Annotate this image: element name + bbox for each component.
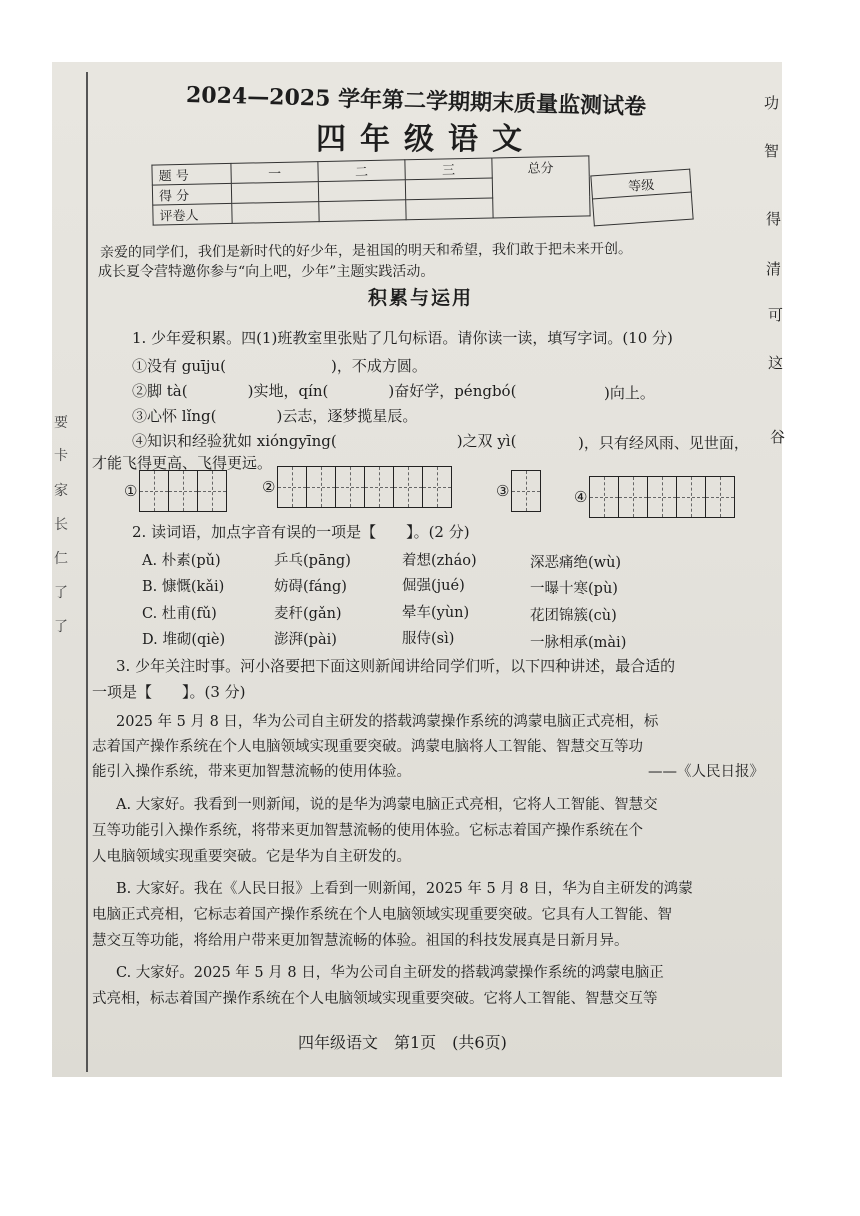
score-cell[interactable] xyxy=(319,200,406,222)
q2-word: 服侍(sì) xyxy=(402,631,455,647)
grid-cells xyxy=(589,476,735,518)
grid-label: ① xyxy=(124,482,138,500)
q3-option-a-line-2: 互等功能引入操作系统，将带来更加智慧流畅的使用体验。它标志着国产操作系统在个 xyxy=(92,823,643,839)
writing-cell[interactable] xyxy=(677,477,706,517)
q2-stem: 2. 读词语，加点字音有误的一项是【 】。(2 分) xyxy=(132,523,470,541)
q3-option-a-line-1: A. 大家好。我看到一则新闻，说的是华为鸿蒙电脑正式亮相，它将人工智能、智慧交 xyxy=(116,797,658,813)
score-cell[interactable] xyxy=(231,182,318,204)
writing-cell[interactable] xyxy=(590,477,619,517)
q2-option-c: C. 杜甫(fǔ) xyxy=(142,606,217,622)
margin-left-char: 长 xyxy=(54,517,68,533)
margin-left-char: 了 xyxy=(54,619,68,635)
subject-title: 四年级语文 xyxy=(316,122,536,157)
intro-line-1: 亲爱的同学们，我们是新时代的好少年，是祖国的明天和希望，我们敢于把未来开创。 xyxy=(99,241,633,261)
margin-right-char: 可 xyxy=(768,306,784,324)
q1-item-4-cont: 才能飞得更高、飞得更远。 xyxy=(92,454,273,472)
writing-cell[interactable] xyxy=(365,467,394,507)
writing-cell[interactable] xyxy=(423,467,451,507)
q1-item-4-end: )，只有经风雨、见世面， xyxy=(578,434,749,452)
writing-cell[interactable] xyxy=(648,477,677,517)
q3-option-a-line-3: 人电脑领域实现重要突破。它是华为自主研发的。 xyxy=(92,849,411,865)
intro-line-2: 成长夏令营特邀你参与“向上吧，少年”主题实践活动。 xyxy=(98,264,435,280)
margin-right-char: 谷 xyxy=(770,428,786,446)
q3-stem-1: 3. 少年关注时事。河小洛要把下面这则新闻讲给同学们听，以下四种讲述，最合适的 xyxy=(116,657,676,675)
answer-grid-2 xyxy=(262,466,452,508)
writing-cell[interactable] xyxy=(336,467,365,507)
exam-title: 2024—2025 学年第二学期期末质量监测试卷 xyxy=(185,81,647,121)
grid-label: ③ xyxy=(496,482,510,500)
grade-label: 等级 xyxy=(591,169,691,199)
margin-left-char: 仁 xyxy=(54,551,68,567)
q2-word: 一曝十寒(pù) xyxy=(530,581,618,597)
answer-grid-3 xyxy=(496,470,541,512)
news-line-1: 2025 年 5 月 8 日，华为公司自主研发的搭载鸿蒙操作系统的鸿蒙电脑正式亮相，标 xyxy=(116,714,659,730)
score-row-label: 评卷人 xyxy=(153,203,232,225)
news-source: ——《人民日报》 xyxy=(648,764,764,780)
writing-cell[interactable] xyxy=(278,467,307,507)
q2-word: 着想(zháo) xyxy=(402,553,477,569)
grid-cells xyxy=(511,470,541,512)
grid-cells xyxy=(277,466,452,508)
q2-word: 麦秆(gǎn) xyxy=(274,606,342,622)
q2-option-b: B. 慷慨(kǎi) xyxy=(142,579,225,595)
grid-label: ② xyxy=(262,478,276,496)
q2-word: 一脉相承(mài) xyxy=(530,635,627,651)
q2-word: 倔强(jué) xyxy=(402,578,465,594)
q3-option-c-line-2: 式亮相，标志着国产操作系统在个人电脑领域实现重要突破。它将人工智能、智慧交互等 xyxy=(92,991,658,1007)
q1-item-4: ④知识和经验犹如 xióngyīng( )之双 yì( xyxy=(132,432,517,450)
q2-option-a: A. 朴素(pǔ) xyxy=(142,553,221,569)
q2-word: 花团锦簇(cù) xyxy=(530,608,617,624)
score-row-label: 得 分 xyxy=(152,183,231,205)
q1-item-2-end: )向上。 xyxy=(604,384,655,402)
answer-grid-1 xyxy=(124,470,227,512)
page-footer: 四年级语文 第1页 (共6页) xyxy=(298,1033,507,1052)
q2-word: 深恶痛绝(wù) xyxy=(530,555,622,571)
score-row-label: 题 号 xyxy=(152,163,231,185)
margin-left-char: 卡 xyxy=(54,448,68,464)
grade-table xyxy=(590,169,693,227)
grid-cells xyxy=(139,470,227,512)
news-line-3: 能引入操作系统，带来更加智慧流畅的使用体验。 xyxy=(92,764,411,780)
writing-cell[interactable] xyxy=(198,471,226,511)
binding-line xyxy=(86,72,88,1072)
margin-right-char: 这 xyxy=(768,354,784,372)
score-cell[interactable] xyxy=(232,202,319,224)
score-col-2: 二 xyxy=(318,160,405,182)
q2-word: 乒乓(pāng) xyxy=(274,553,351,569)
margin-right-char: 清 xyxy=(766,260,782,278)
margin-left-char: 要 xyxy=(54,415,68,431)
writing-cell[interactable] xyxy=(512,471,540,511)
news-line-2: 志着国产操作系统在个人电脑领域实现重要突破。鸿蒙电脑将人工智能、智慧交互等功 xyxy=(92,739,643,755)
margin-right-char: 得 xyxy=(766,210,782,228)
answer-grid-4 xyxy=(574,476,735,518)
score-cell[interactable] xyxy=(405,178,492,200)
writing-cell[interactable] xyxy=(169,471,198,511)
margin-right-char: 智 xyxy=(764,142,780,160)
margin-right-char: 功 xyxy=(764,94,780,112)
writing-cell[interactable] xyxy=(140,471,169,511)
score-col-3: 三 xyxy=(405,158,492,180)
section-heading: 积累与运用 xyxy=(368,287,474,309)
q1-item-1: ①没有 guīju( )，不成方圆。 xyxy=(132,357,427,375)
writing-cell[interactable] xyxy=(307,467,336,507)
grade-cell[interactable] xyxy=(592,192,693,226)
score-total: 总分 xyxy=(492,156,590,218)
q1-item-3: ③心怀 lǐng( )云志，逐梦揽星辰。 xyxy=(132,407,418,425)
exam-paper-photo xyxy=(52,62,782,1077)
margin-left-char: 家 xyxy=(54,483,68,499)
q1-item-2: ②脚 tà( )实地，qín( )奋好学，péngbó( xyxy=(132,382,517,400)
q2-word: 妨碍(fáng) xyxy=(274,579,347,595)
score-cell[interactable] xyxy=(406,198,493,220)
margin-left-char: 了 xyxy=(54,585,68,601)
q3-option-b-line-1: B. 大家好。我在《人民日报》上看到一则新闻，2025 年 5 月 8 日，华为自主研发的鸿蒙 xyxy=(116,881,693,897)
q3-option-b-line-3: 慧交互等功能，将给用户带来更加智慧流畅的体验。祖国的科技发展真是日新月异。 xyxy=(92,933,629,949)
q3-stem-2: 一项是【 】。(3 分) xyxy=(92,683,246,701)
q1-stem: 1. 少年爱积累。四(1)班教室里张贴了几句标语。请你读一读，填写字词。(10 分) xyxy=(132,329,673,347)
writing-cell[interactable] xyxy=(706,477,734,517)
score-cell[interactable] xyxy=(318,180,405,202)
writing-cell[interactable] xyxy=(619,477,648,517)
score-col-1: 一 xyxy=(231,162,318,184)
q2-option-d: D. 堆砌(qiè) xyxy=(142,632,226,648)
grid-label: ④ xyxy=(574,488,588,506)
q2-word: 澎湃(pài) xyxy=(274,632,337,648)
q3-option-b-line-2: 电脑正式亮相，它标志着国产操作系统在个人电脑领域实现重要突破。它具有人工智能、智 xyxy=(92,907,672,923)
writing-cell[interactable] xyxy=(394,467,423,507)
q2-word: 晕车(yùn) xyxy=(402,605,470,621)
score-table xyxy=(151,155,590,225)
q3-option-c-line-1: C. 大家好。2025 年 5 月 8 日，华为公司自主研发的搭载鸿蒙操作系统的鸿蒙电脑正 xyxy=(116,965,664,981)
